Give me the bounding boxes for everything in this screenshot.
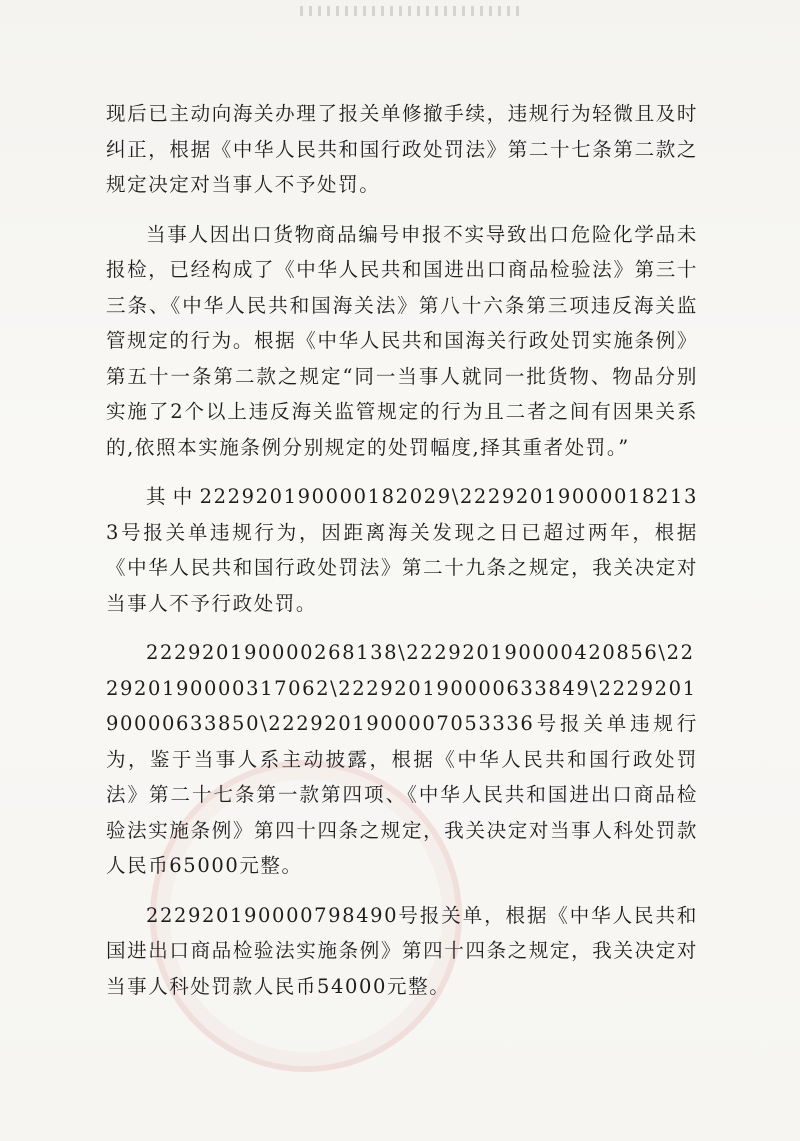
- document-body: [106, 96, 698, 1004]
- paragraph-fine-65000: 222920190000268138\222920190000420856\222920190000317062\222920190000633849\222920190000633850\2229201900007053336号报关单违规行为，鉴于当事人系主动披露，根据《中华人民共和国行政处罚法》第二十七条第一款第四项、《中华人民共和国进出口商品检验法实施条例》第四十四条之规定，我关决定对当事人科处罚款人民币65000元整。: [106, 641, 698, 877]
- paragraph-no-penalty-expired: 其中222920190000182029\222920190000182133号报关单违规行为，因距离海关发现之日已超过两年，根据《中华人民共和国行政处罚法》第二十九条之规定，我关决定对当事人不予行政处罚。: [106, 485, 698, 615]
- paragraph-continuation: 现后已主动向海关办理了报关单修撤手续，违规行为轻微且及时纠正，根据《中华人民共和国行政处罚法》第二十七条第二款之规定决定对当事人不予处罚。: [106, 102, 698, 196]
- paragraph-fine-54000: 222920190000798490号报关单，根据《中华人民共和国进出口商品检验法实施条例》第四十四条之规定，我关决定对当事人科处罚款人民币54000元整。: [106, 903, 698, 998]
- paragraph-violation-basis: 当事人因出口货物商品编号申报不实导致出口危险化学品未报检，已经构成了《中华人民共和国进出口商品检验法》第三十三条、《中华人民共和国海关法》第八十六条第三项违反海关监管规定的行为。根据《中华人民共和国海关行政处罚实施条例》第五十一条第二款之规定“同一当事人就同一批货物、物品分别实施了2个以上违反海关监管规定的行为且二者之间有因果关系的,依照本实施条例分别规定的处罚幅度,择其重者处罚。”: [106, 222, 698, 459]
- scan-bleed-through: [300, 6, 520, 16]
